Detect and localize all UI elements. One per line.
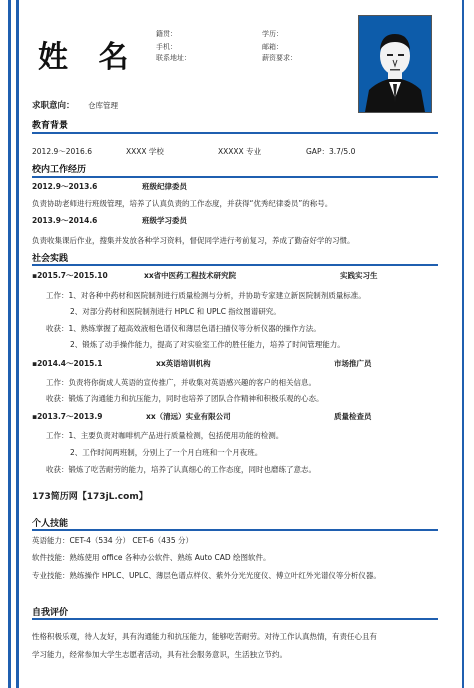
campus-item-period: 2012.9～2013.6 bbox=[32, 182, 98, 191]
campus-item-desc: 负责协助老师进行班级管理，培养了认真负责的工作态度，并获得“优秀纪律委员”的称号。 bbox=[32, 199, 333, 208]
social-item-line: 工作：1、对各种中药材和医院制剂进行质量检测与分析，并协助专家建立新医院制剂质量标准。 bbox=[46, 291, 366, 300]
social-item-line: 2、锻炼了动手操作能力，提高了对实验室工作的胜任能力，培养了时间管理能力。 bbox=[70, 340, 345, 349]
social-divider bbox=[32, 264, 438, 266]
social-item-period: ▪2014.4～2015.1 bbox=[32, 359, 103, 368]
field-native-place: 籍贯： bbox=[156, 30, 177, 38]
social-item-period: ▪2015.7～2015.10 bbox=[32, 271, 108, 280]
social-title: 社会实践 bbox=[32, 254, 69, 264]
campus-item-period: 2013.9～2014.6 bbox=[32, 216, 98, 225]
social-item-role: 实践实习生 bbox=[340, 271, 378, 280]
objective-value: 仓库管理 bbox=[88, 101, 118, 110]
social-item-period: ▪2013.7～2013.9 bbox=[32, 412, 103, 421]
social-item-line: 收获：锻炼了沟通能力和抗压能力，同时也培养了团队合作精神和积极乐观的心态。 bbox=[46, 394, 324, 403]
campus-item-role: 班级纪律委员 bbox=[142, 182, 187, 191]
left-border-bar bbox=[8, 0, 11, 688]
campus-item-role: 班级学习委员 bbox=[142, 216, 187, 225]
education-period: 2012.9～2016.6 bbox=[32, 147, 92, 156]
social-item-line: 工作：1、主要负责对咖啡机产品进行质量检测，包括使用功能的检测。 bbox=[46, 431, 284, 440]
social-item-line: 收获：1、熟练掌握了超高效液相色谱仪和薄层色谱扫描仪等分析仪器的操作方法。 bbox=[46, 324, 321, 333]
objective-label: 求职意向： bbox=[32, 101, 75, 111]
education-school: XXXX 学校 bbox=[126, 147, 164, 156]
self-eval-line: 性格积极乐观，待人友好，具有沟通能力和抗压能力，能够吃苦耐劳。对待工作认真热情，有责任心且有 bbox=[32, 632, 377, 641]
social-item-line: 收获：锻炼了吃苦耐劳的能力，培养了认真细心的工作态度，同时也磨练了意志。 bbox=[46, 465, 316, 474]
social-item-role: 质量检查员 bbox=[334, 412, 372, 421]
field-salary: 薪资要求： bbox=[262, 54, 297, 62]
field-address: 联系地址： bbox=[156, 54, 191, 62]
field-phone: 手机： bbox=[156, 43, 177, 51]
social-item-line: 2、工作时间两班制，分别上了一个月白班和一个月夜班。 bbox=[70, 448, 263, 457]
self-eval-line: 学习能力，经常参加大学生志愿者活动，具有社会服务意识，生活独立节约。 bbox=[32, 650, 287, 659]
campus-divider bbox=[32, 176, 438, 178]
skills-line: 专业技能：熟练操作 HPLC、UPLC、薄层色谱点样仪、紫外分光光度仪、傅立叶红外光谱仪等分析仪器。 bbox=[32, 571, 381, 580]
candidate-name: 姓 名 bbox=[38, 40, 139, 75]
right-border-bar bbox=[462, 0, 464, 688]
left-border-bar-inner bbox=[16, 0, 19, 688]
watermark-text: 173简历网【173jL.com】 bbox=[32, 492, 148, 502]
field-education: 学历： bbox=[262, 30, 283, 38]
social-item-org: xx省中医药工程技术研究院 bbox=[144, 271, 237, 280]
portrait-icon bbox=[359, 16, 431, 112]
social-item-line: 工作：负责将你街成人英语的宣传推广，并收集对英语感兴趣的客户的相关信息。 bbox=[46, 378, 316, 387]
social-item-line: 2、对部分药材和医院制剂进行 HPLC 和 UPLC 指纹图谱研究。 bbox=[70, 307, 281, 316]
education-divider bbox=[32, 132, 438, 134]
education-title: 教育背景 bbox=[32, 121, 69, 131]
campus-item-desc: 负责收集课后作业，搜集并发放各种学习资料，督促同学进行考前复习，养成了勤奋好学的习惯。 bbox=[32, 236, 355, 245]
skills-title: 个人技能 bbox=[32, 519, 69, 529]
education-major: XXXXX 专业 bbox=[218, 147, 262, 156]
social-item-org: xx（清远）实业有限公司 bbox=[146, 412, 231, 421]
skills-divider bbox=[32, 529, 438, 531]
self-eval-title: 自我评价 bbox=[32, 608, 69, 618]
self-eval-divider bbox=[32, 618, 438, 620]
campus-title: 校内工作经历 bbox=[32, 165, 87, 175]
social-item-role: 市场推广员 bbox=[334, 359, 372, 368]
education-gpa: GAP：3.7/5.0 bbox=[306, 147, 356, 156]
skills-line: 英语能力：CET-4（534 分） CET-6（435 分） bbox=[32, 536, 193, 545]
social-item-org: xx英语培训机构 bbox=[156, 359, 211, 368]
skills-line: 软件技能：熟练使用 office 各种办公软件、熟练 Auto CAD 绘图软件。 bbox=[32, 553, 271, 562]
profile-photo bbox=[358, 15, 432, 113]
field-email: 邮箱： bbox=[262, 43, 283, 51]
